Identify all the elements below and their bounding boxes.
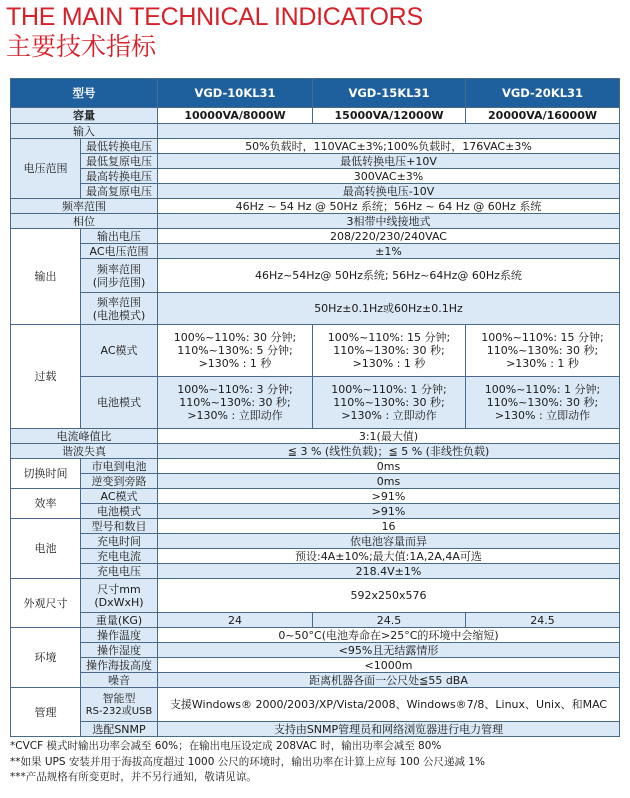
row-label: 频率范围 (电池模式) bbox=[81, 293, 158, 325]
row-value: <1000m bbox=[158, 658, 620, 673]
row-value: 50%负载时，110VAC±3%;100%负载时，176VAC±3% bbox=[158, 139, 620, 154]
row-value: <95%且无结露情形 bbox=[158, 643, 620, 658]
model-15k: VGD-15KL31 bbox=[313, 79, 466, 108]
overload-ac-10k: 100%~110%: 30 分钟; 110%~130%: 5 分钟; >130% : 1 秒 bbox=[158, 325, 313, 377]
management-label: 管理 bbox=[11, 688, 81, 737]
table-row bbox=[11, 154, 620, 169]
row-label: 充电电流 bbox=[81, 549, 158, 564]
physical-label: 外观尺寸 bbox=[11, 579, 81, 628]
environment-label: 环境 bbox=[11, 628, 81, 688]
footnotes bbox=[10, 739, 485, 786]
row-label: AC模式 bbox=[81, 489, 158, 504]
title-english: THE MAIN TECHNICAL INDICATORS bbox=[6, 3, 423, 31]
capacity-20k: 20000VA/16000W bbox=[466, 108, 620, 124]
table-row bbox=[11, 722, 620, 737]
row-value: 50Hz±0.1Hz或60Hz±0.1Hz bbox=[158, 293, 620, 325]
table-row bbox=[11, 579, 620, 613]
output-label: 输出 bbox=[11, 229, 81, 325]
row-value: 0ms bbox=[158, 459, 620, 474]
row-label: 逆变到旁路 bbox=[81, 474, 158, 489]
overload-battery-15k: 100%~110%: 1 分钟; 110%~130%: 30 秒; >130% : 立即动作 bbox=[313, 377, 466, 429]
row-label: 操作海拔高度 bbox=[81, 658, 158, 673]
row-label: AC电压范围 bbox=[81, 244, 158, 259]
row-label: 噪音 bbox=[81, 673, 158, 688]
table-row bbox=[11, 214, 620, 229]
smart-label: 智能型 RS-232或USB bbox=[81, 688, 158, 722]
table-row bbox=[11, 325, 620, 377]
table-row bbox=[11, 169, 620, 184]
table-row bbox=[11, 444, 620, 459]
table-row bbox=[11, 658, 620, 673]
row-value: 距离机器各面一公尺处≦55 dBA bbox=[158, 673, 620, 688]
thd-label: 谐波失真 bbox=[11, 444, 158, 459]
size-label: 尺寸mm (DxWxH) bbox=[81, 579, 158, 613]
model-20k: VGD-20KL31 bbox=[466, 79, 620, 108]
row-value: 最低转换电压+10V bbox=[158, 154, 620, 169]
weight-label: 重量(KG) bbox=[81, 613, 158, 628]
footnote: *CVCF 模式时输出功率会减至 60%；在输出电压设定成 208VAC 时，输出功率会减至 80% bbox=[10, 740, 442, 752]
table-row bbox=[11, 613, 620, 628]
row-value: 208/220/230/240VAC bbox=[158, 229, 620, 244]
table-row bbox=[11, 628, 620, 643]
frequency-label: 频率范围 bbox=[11, 199, 158, 214]
weight-10k: 24 bbox=[158, 613, 313, 628]
frequency-value: 46Hz ~ 54 Hz @ 50Hz 系统；56Hz ~ 64 Hz @ 60Hz 系统 bbox=[158, 199, 620, 214]
table-row bbox=[11, 293, 620, 325]
overload-ac-label: AC模式 bbox=[81, 325, 158, 377]
table-row bbox=[11, 519, 620, 534]
row-label: 型号和数目 bbox=[81, 519, 158, 534]
overload-ac-15k: 100%~110%: 15 分钟; 110%~130%: 30 秒; >130% : 1 秒 bbox=[313, 325, 466, 377]
transfer-time-label: 切换时间 bbox=[11, 459, 81, 489]
table-row bbox=[11, 534, 620, 549]
battery-label: 电池 bbox=[11, 519, 81, 579]
table-row bbox=[11, 474, 620, 489]
spec-table bbox=[10, 78, 620, 737]
table-row bbox=[11, 244, 620, 259]
capacity-label: 容量 bbox=[11, 108, 158, 124]
title-chinese: 主要技术指标 bbox=[6, 32, 157, 61]
row-value: 预设:4A±10%;最大值:1A,2A,4A可选 bbox=[158, 549, 620, 564]
row-label: 市电到电池 bbox=[81, 459, 158, 474]
row-value: >91% bbox=[158, 489, 620, 504]
crest-factor-value: 3:1(最大值) bbox=[158, 429, 620, 444]
row-value: 218.4V±1% bbox=[158, 564, 620, 579]
table-row bbox=[11, 549, 620, 564]
overload-battery-10k: 100%~110%: 3 分钟; 110%~130%: 30 秒; >130% : 立即动作 bbox=[158, 377, 313, 429]
header-row bbox=[11, 79, 620, 108]
table-row bbox=[11, 504, 620, 519]
table-row bbox=[11, 199, 620, 214]
row-value: ±1% bbox=[158, 244, 620, 259]
row-value: 0ms bbox=[158, 474, 620, 489]
overload-battery-label: 电池模式 bbox=[81, 377, 158, 429]
row-label: 输出电压 bbox=[81, 229, 158, 244]
table-row bbox=[11, 459, 620, 474]
table-row bbox=[11, 688, 620, 722]
model-label: 型号 bbox=[11, 79, 158, 108]
model-10k: VGD-10KL31 bbox=[158, 79, 313, 108]
thd-value: ≦ 3 % (线性负载)；≦ 5 % (非线性负载) bbox=[158, 444, 620, 459]
phase-label: 相位 bbox=[11, 214, 158, 229]
row-value: 0~50°C(电池寿命在>25°C的环境中会缩短) bbox=[158, 628, 620, 643]
table-row bbox=[11, 229, 620, 244]
footnote: **如果 UPS 安装并用于海拔高度超过 1000 公尺的环境时，输出功率在计算上应每 100 公尺递减 1% bbox=[10, 755, 485, 768]
phase-value: 3相带中线接地式 bbox=[158, 214, 620, 229]
table-row bbox=[11, 643, 620, 658]
table-row bbox=[11, 139, 620, 154]
weight-20k: 24.5 bbox=[466, 613, 620, 628]
table-row bbox=[11, 184, 620, 199]
row-label: 最高转换电压 bbox=[81, 169, 158, 184]
row-value: 最高转换电压-10V bbox=[158, 184, 620, 199]
table-row bbox=[11, 564, 620, 579]
row-label: 最低复原电压 bbox=[81, 154, 158, 169]
row-label: 最高复原电压 bbox=[81, 184, 158, 199]
row-value: 16 bbox=[158, 519, 620, 534]
efficiency-label: 效率 bbox=[11, 489, 81, 519]
row-label: 操作温度 bbox=[81, 628, 158, 643]
row-value: 46Hz~54Hz@ 50Hz系统; 56Hz~64Hz@ 60Hz系统 bbox=[158, 259, 620, 293]
row-value: >91% bbox=[158, 504, 620, 519]
crest-factor-label: 电流峰值比 bbox=[11, 429, 158, 444]
voltage-range-label: 电压范围 bbox=[11, 139, 81, 199]
row-value: 300VAC±3% bbox=[158, 169, 620, 184]
footnote: ***产品规格有所变更时，并不另行通知，敬请见谅。 bbox=[10, 771, 257, 783]
weight-15k: 24.5 bbox=[313, 613, 466, 628]
overload-ac-20k: 100%~110%: 15 分钟; 110%~130%: 30 秒; >130% : 1 秒 bbox=[466, 325, 620, 377]
table-row bbox=[11, 429, 620, 444]
capacity-row bbox=[11, 108, 620, 124]
overload-label: 过载 bbox=[11, 325, 81, 429]
table-row bbox=[11, 377, 620, 429]
row-label: 操作湿度 bbox=[81, 643, 158, 658]
row-label: 充电电压 bbox=[81, 564, 158, 579]
row-label: 频率范围 (同步范围) bbox=[81, 259, 158, 293]
input-section-row bbox=[11, 124, 620, 139]
input-label: 输入 bbox=[11, 124, 158, 139]
row-label: 充电时间 bbox=[81, 534, 158, 549]
overload-battery-20k: 100%~110%: 1 分钟; 110%~130%: 30 秒; >130% : 立即动作 bbox=[466, 377, 620, 429]
snmp-value: 支持由SNMP管理员和网络浏览器进行电力管理 bbox=[158, 722, 620, 737]
capacity-10k: 10000VA/8000W bbox=[158, 108, 313, 124]
snmp-label: 选配SNMP bbox=[81, 722, 158, 737]
row-label: 最低转换电压 bbox=[81, 139, 158, 154]
size-value: 592x250x576 bbox=[158, 579, 620, 613]
table-row bbox=[11, 489, 620, 504]
table-row bbox=[11, 673, 620, 688]
row-value: 依电池容量而异 bbox=[158, 534, 620, 549]
row-label: 电池模式 bbox=[81, 504, 158, 519]
smart-value: 支援Windows® 2000/2003/XP/Vista/2008、Windows®7/8、Linux、Unix、和MAC bbox=[158, 688, 620, 722]
capacity-15k: 15000VA/12000W bbox=[313, 108, 466, 124]
table-row bbox=[11, 259, 620, 293]
